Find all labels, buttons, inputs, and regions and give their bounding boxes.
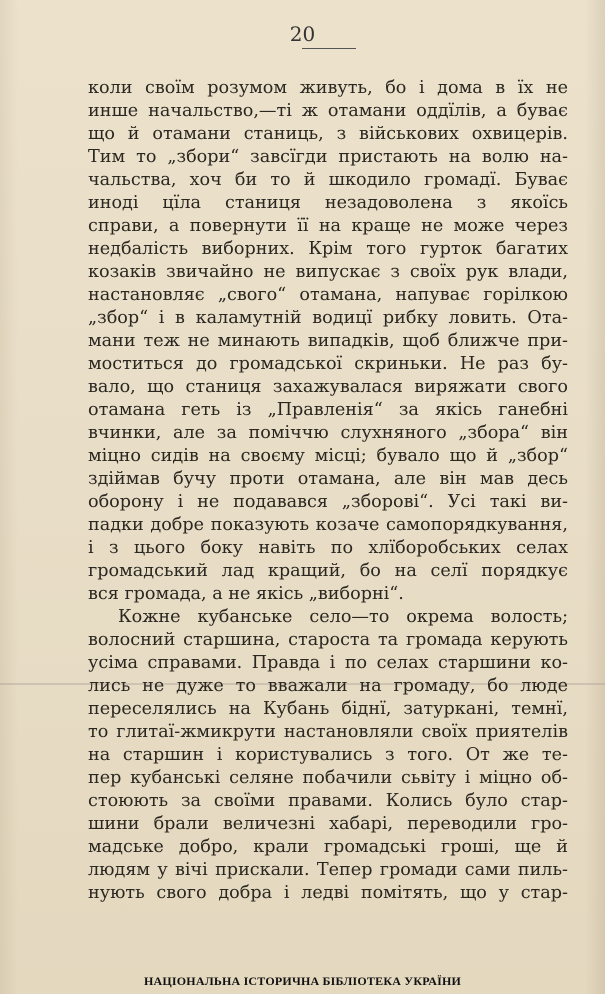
text-line: вало, що станиця захажувалася виряжати свого [88,377,568,397]
text-line: що й отамани станиць, з військових охвицерів. [88,124,568,144]
text-line: вся громада, а не якісь „виборні“. [88,584,404,604]
text-line: здіймав бучу проти отамана, але він мав десь [88,469,568,489]
text-line: Кожне кубанське село—то окрема волость; [118,607,568,627]
text-line: справи, а повернути її на краще не може через [88,216,568,236]
text-line: недбалість виборних. Крім того гурток багатих [88,239,568,259]
library-footer: НАЦІОНАЛЬНА ІСТОРИЧНА БІБЛІОТЕКА УКРАЇНИ [143,974,462,988]
text-line: иноді цїла станиця незадоволена з якоїсь [88,193,568,213]
text-line: падки добре показують козаче самопорядкування, [88,515,568,535]
text-line: чальства, хоч би то й шкодило громадї. Буває [88,170,568,190]
text-line: на старшин і користувались з того. От же те- [88,745,568,765]
text-line: то глитаї-жмикрути настановляли своїх приятелів [88,722,568,742]
text-line: вчинки, але за поміччю слухняного „збора“ він [88,423,568,443]
text-line: оборону і не подавався „зборові“. Усі такі ви- [88,492,568,512]
text-line: нують свого добра і ледві помітять, що у стар- [88,883,568,903]
text-line: стоюють за своїми правами. Колись було стар- [88,791,568,811]
page-number-rule [302,48,356,49]
text-line: переселялись на Кубань біднї, затуркані, темнї, [88,699,568,719]
text-line: козаків звичайно не випускає з своїх рук влади, [88,262,568,282]
text-line: шини брали величезні хабарі, переводили гро- [88,814,568,834]
text-line: усіма справами. Правда і по селах старшини ко- [88,653,568,673]
text-line: отамана геть із „Правленія“ за якісь ганебні [88,400,568,420]
text-line: громадський лад кращий, бо на селї порядкує [88,561,568,581]
text-line: настановляє „свого“ отамана, напуває горілкою [88,285,568,305]
text-line: „збор“ і в каламутній водицї рибку ловить. Ота- [88,308,568,328]
text-line: і з цього боку навіть по хлїборобських селах [88,538,568,558]
text-line: людям у вічі прискали. Тепер громади сами пиль- [88,860,568,880]
body-text [88,77,568,905]
page-number: 20 [289,22,316,46]
text-line: міцно сидів на своєму місці; бувало що й „збор“ [88,446,568,466]
text-line: мани теж не минають випадків, щоб ближче при- [88,331,568,351]
text-line: моститься до громадської скриньки. Не раз бу- [88,354,568,374]
text-line: инше начальство,—ті ж отамани оддїлів, а буває [88,101,568,121]
text-line: лись не дуже то вважали на громаду, бо люде [88,676,568,696]
text-line: волосний старшина, староста та громада керують [88,630,568,650]
text-line: мадське добро, крали громадські гроші, ще й [88,837,568,857]
text-line: Тим то „збори“ завсїгди пристають на волю на- [88,147,568,167]
text-line: коли своїм розумом живуть, бо і дома в їх не [88,78,568,98]
text-line: пер кубанські селяне побачили сьвіту і міцно об- [88,768,568,788]
